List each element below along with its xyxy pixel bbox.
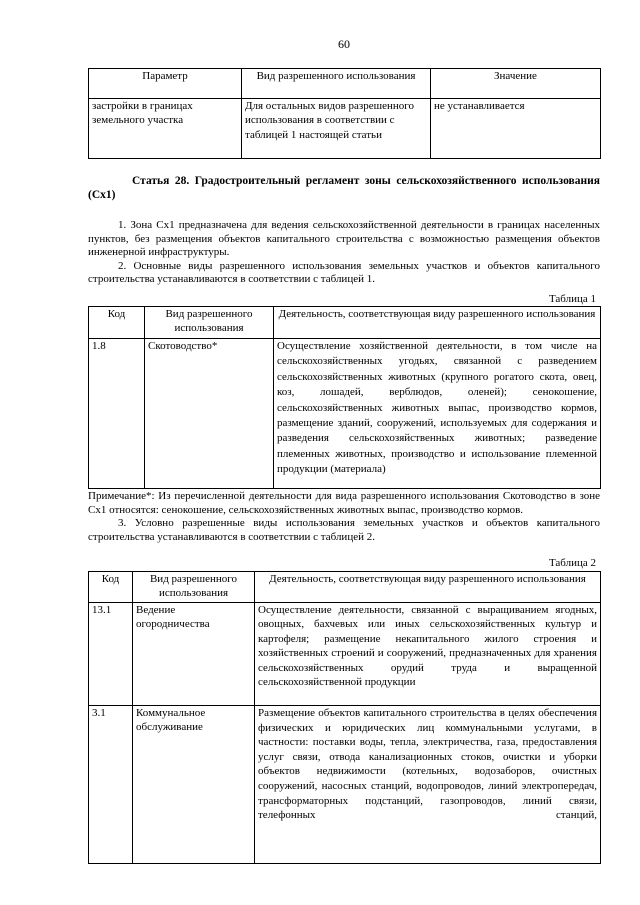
table0-cell-value: не устанавливается: [431, 99, 601, 159]
table1-cell-code: 1.8: [89, 339, 145, 489]
note: Примечание*: Из перечисленной деятельности для вида разрешенного использования Скотоводство в зоне Сх1 относятся: сенокошение, сельскохозяйственных животных выпас, производство кормов.: [88, 490, 600, 516]
table0-header-value: Значение: [431, 69, 601, 99]
table2-row2-code: 3.1: [89, 706, 133, 864]
table2-header-desc: Деятельность, соответствующая виду разрешенного использования: [255, 572, 601, 603]
table1-header-desc: Деятельность, соответствующая виду разрешенного использования: [274, 307, 601, 339]
table1-cell-desc: Осуществление хозяйственной деятельности, в том числе на сельскохозяйственных угодьях, связанной с разведением сельскохозяйственных животных (крупного рогатого скота, овец, коз, лошадей, верблюдов, оленей); сенокошение, сельскохозяйственных животных выпас, производство кормов, размещение зданий, сооружений, используемых для содержания и разведения сельскохозяйственных животных; разведение племенных животных, производство и использование племенной продукции (материала): [274, 339, 601, 489]
note-and-paragraph-3: [88, 490, 600, 544]
table-row: [89, 706, 601, 864]
table-row: [89, 603, 601, 706]
table0-cell-param: застройки в границах земельного участка: [89, 99, 242, 159]
table1-header-name: Вид разрешенного использования: [145, 307, 274, 339]
table0-cell-use: Для остальных видов разрешенного использования в соответствии с таблицей 1 настоящей статьи: [242, 99, 431, 159]
table-2: [88, 571, 601, 864]
paragraph-3: 3. Условно разрешенные виды использования земельных участков и объектов капитального строительства устанавливаются в соответствии с таблицей 2.: [88, 517, 600, 543]
table2-row2-desc: Размещение объектов капитального строительства в целях обеспечения физических и юридических лиц коммунальными услугами, в частности: поставки воды, тепла, электричества, газа, предоставления услуг связи, отвода канализационных стоков, очистки и уборки объектов недвижимости (котельных, водозаборов, очистных сооружений, насосных станций, водопроводов, линий электропередач, трансформаторных подстанций, газопроводов, линий связи, телефонных станций,: [255, 706, 601, 864]
paragraph-2: 2. Основные виды разрешенного использования земельных участков и объектов капитального строительства устанавливаются в соответствии с таблицей 1.: [88, 259, 600, 285]
table2-row1-code: 13.1: [89, 603, 133, 706]
table0-header-use: Вид разрешенного использования: [242, 69, 431, 99]
table2-header-name: Вид разрешенного использования: [133, 572, 255, 603]
table2-row1-name: Ведение огородничества: [133, 603, 255, 706]
intro-paragraphs: [88, 219, 600, 287]
table1-caption: Таблица 1: [548, 293, 596, 305]
table2-header-code: Код: [89, 572, 133, 603]
table0-header-param: Параметр: [89, 69, 242, 99]
continuation-table: [88, 68, 601, 159]
article-title: Статья 28. Градостроительный регламент зоны сельскохозяйственного использования (Сх1): [88, 175, 600, 201]
table-1: [88, 306, 601, 489]
table1-header-code: Код: [89, 307, 145, 339]
table2-row2-name: Коммунальное обслуживание: [133, 706, 255, 864]
table2-caption: Таблица 2: [548, 557, 596, 569]
page-number: 60: [338, 37, 350, 51]
table2-row1-desc: Осуществление деятельности, связанной с выращиванием ягодных, овощных, бахчевых или иных сельскохозяйственных культур и картофеля; размещение некапитального жилого строения и хозяйственных строений и сооружений, предназначенных для хранения сельскохозяйственных орудий труда и выращенной сельскохозяйственной продукции: [255, 603, 601, 706]
table1-cell-name: Скотоводство*: [145, 339, 274, 489]
paragraph-1: 1. Зона Сх1 предназначена для ведения сельскохозяйственной деятельности в границах населенных пунктов, без размещения объектов капитального строительства с возможностью размещения объектов инженерной инфраструктуры.: [88, 219, 600, 258]
